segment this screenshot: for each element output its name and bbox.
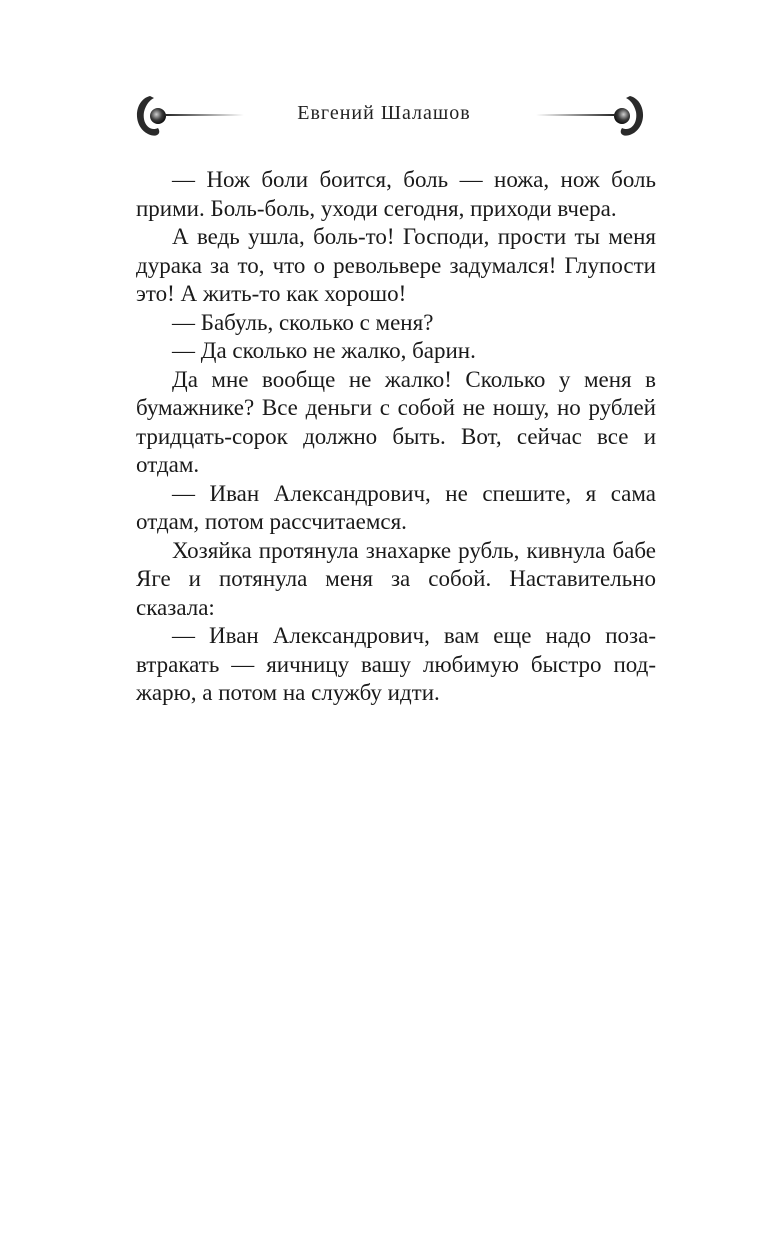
paragraph: — Иван Александрович, не спешите, я сама отдам, потом рассчитаемся. (136, 480, 656, 534)
running-head (0, 84, 768, 148)
paragraph: — Нож боли боится, боль — ножа, нож боль прими. Боль-боль, уходи сегодня, приходи вчера. (136, 167, 656, 221)
swirl-ornament-icon (532, 90, 652, 140)
paragraph: Да мне вообще не жалко! Сколько у меня в бумажнике? Все деньги с собой не ношу, но рублей тридцать-сорок должно быть. Вот, сейчас все и отдам. (136, 366, 656, 477)
paragraph: — Бабуль, сколько с меня? (172, 309, 434, 335)
author-name: Евгений Шалашов (297, 102, 471, 124)
paragraph: А ведь ушла, боль-то! Господи, прости ты меня дурака за то, что о револьвере задумался! Глупости это! А жить-то как хорошо! (136, 224, 656, 306)
paragraph: — Да сколько не жалко, барин. (172, 338, 476, 363)
paragraph: Хозяйка протянула знахарке рубль, кивнула бабе Яге и потянула меня за собой. Наставительно сказала: (136, 537, 656, 620)
body-text (136, 166, 656, 708)
paragraph: — Иван Александрович, вам еще надо позавтракать — яичницу вашу любимую быстро поджарю, а потом на службу идти. (136, 623, 656, 705)
